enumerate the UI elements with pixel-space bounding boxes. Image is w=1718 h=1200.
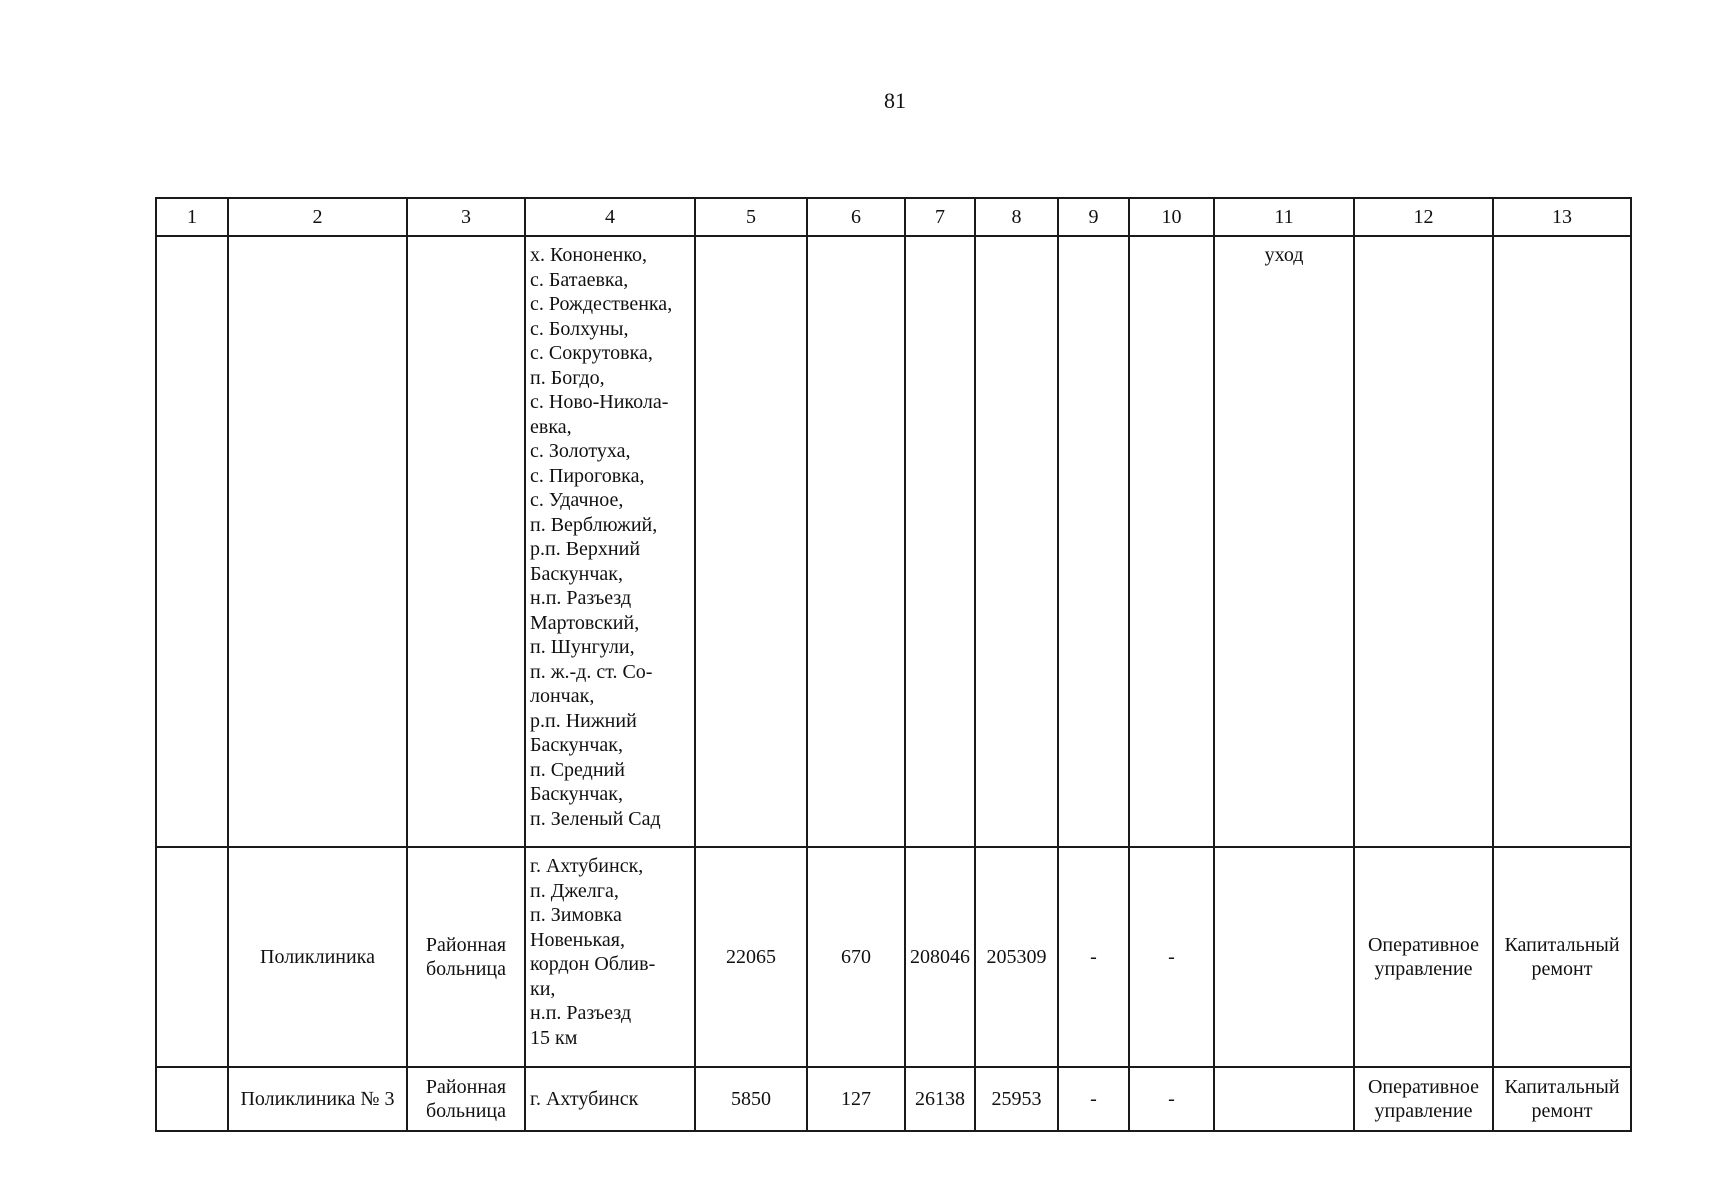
column-number: 5 (695, 198, 807, 236)
value-cell (905, 236, 975, 847)
location-line: г. Ахтубинск, (530, 855, 644, 877)
location-line: х. Кононенко, (530, 244, 648, 266)
work-type-cell: Капитальный ремонт (1493, 1067, 1631, 1131)
column-number: 2 (228, 198, 407, 236)
value-cell: 208046 (905, 847, 975, 1067)
work-type-cell (1493, 236, 1631, 847)
ownership-cell: Оперативное управление (1354, 847, 1493, 1067)
location-line: с. Удачное, (530, 489, 624, 511)
value-cell: 22065 (695, 847, 807, 1067)
table-row (156, 847, 1631, 1067)
table-row (156, 236, 1631, 847)
column-number: 11 (1214, 198, 1354, 236)
location-line: с. Ново-Никола- (530, 391, 669, 413)
location-line: Мартовский, (530, 611, 640, 634)
row-index-cell (156, 236, 228, 847)
facility-type-cell: Районная больница (407, 847, 525, 1067)
facility-type-cell (407, 236, 525, 847)
location-line: Баскунчак, (530, 734, 624, 756)
location-line: Новенькая, (530, 928, 625, 951)
page-number: 81 (884, 88, 906, 113)
location-line: п. Верблюжий, (530, 513, 658, 536)
note-cell: уход (1214, 236, 1354, 847)
note-cell (1214, 847, 1354, 1067)
value-cell (807, 236, 905, 847)
value-cell (975, 236, 1058, 847)
location-line: п. ж.-д. ст. Со- (530, 660, 653, 683)
row-index-cell (156, 847, 228, 1067)
location-line: Баскунчак, (530, 562, 624, 585)
location-line: ки, (530, 977, 556, 1000)
location-line: п. Джелга, (530, 879, 619, 902)
value-cell: - (1129, 847, 1214, 1067)
locations-cell (525, 847, 695, 1067)
column-number: 1 (156, 198, 228, 236)
location-line: с. Рождественка, (530, 293, 673, 315)
location-line: п. Богдо, (530, 366, 605, 389)
value-cell (695, 236, 807, 847)
locations-cell (525, 236, 695, 847)
column-number-row (156, 198, 1631, 236)
facility-name-cell: Поликлиника № 3 (228, 1067, 407, 1131)
locations-cell (525, 1067, 695, 1131)
column-number: 9 (1058, 198, 1129, 236)
location-line: р.п. Верхний (530, 538, 641, 560)
location-line: Баскунчак, (530, 783, 624, 805)
location-line: с. Пироговка, (530, 464, 645, 487)
location-line: н.п. Разъезд (530, 587, 632, 609)
ownership-cell (1354, 236, 1493, 847)
location-line: п. Зимовка (530, 904, 622, 926)
value-cell: - (1129, 1067, 1214, 1131)
column-number: 13 (1493, 198, 1631, 236)
location-line: с. Болхуны, (530, 317, 629, 340)
value-cell: 205309 (975, 847, 1058, 1067)
value-cell (1058, 236, 1129, 847)
location-line: с. Золотуха, (530, 440, 631, 462)
value-cell: 127 (807, 1067, 905, 1131)
location-line: евка, (530, 415, 572, 438)
value-cell (1129, 236, 1214, 847)
location-line: р.п. Нижний (530, 709, 637, 732)
location-line: 15 км (530, 1026, 578, 1049)
column-number: 3 (407, 198, 525, 236)
location-line: г. Ахтубинск (530, 1087, 639, 1110)
facility-type-cell: Районная больница (407, 1067, 525, 1131)
column-number: 4 (525, 198, 695, 236)
column-number: 6 (807, 198, 905, 236)
column-number: 12 (1354, 198, 1493, 236)
note-cell (1214, 1067, 1354, 1131)
facility-name-cell: Поликлиника (228, 847, 407, 1067)
value-cell: 670 (807, 847, 905, 1067)
column-number: 8 (975, 198, 1058, 236)
location-line: н.п. Разъезд (530, 1002, 632, 1024)
column-number: 7 (905, 198, 975, 236)
value-cell: 5850 (695, 1067, 807, 1131)
location-line: п. Средний (530, 758, 625, 781)
data-table (155, 197, 1632, 1132)
location-line: кордон Облив- (530, 953, 656, 975)
column-number: 10 (1129, 198, 1214, 236)
location-line: с. Батаевка, (530, 268, 629, 291)
location-line: с. Сокрутовка, (530, 342, 653, 364)
facility-name-cell (228, 236, 407, 847)
location-line: лончак, (530, 685, 595, 707)
value-cell: - (1058, 847, 1129, 1067)
value-cell: - (1058, 1067, 1129, 1131)
location-line: п. Шунгули, (530, 636, 635, 658)
row-index-cell (156, 1067, 228, 1131)
value-cell: 26138 (905, 1067, 975, 1131)
location-line: п. Зеленый Сад (530, 807, 661, 830)
work-type-cell: Капитальный ремонт (1493, 847, 1631, 1067)
value-cell: 25953 (975, 1067, 1058, 1131)
table-row (156, 1067, 1631, 1131)
ownership-cell: Оперативное управление (1354, 1067, 1493, 1131)
